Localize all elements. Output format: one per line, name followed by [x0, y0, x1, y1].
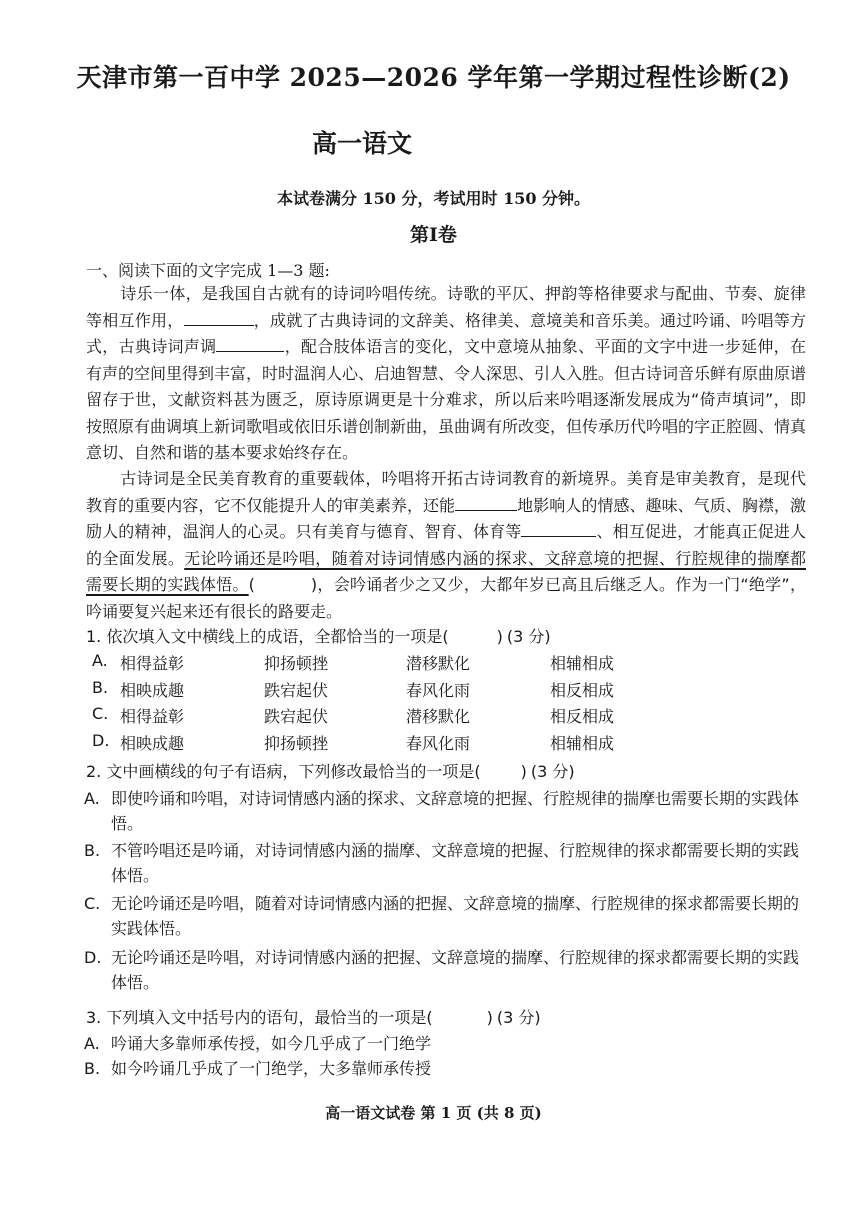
option-word: 相映成趣	[120, 681, 185, 700]
option-word: 跌宕起伏	[264, 681, 329, 700]
option-letter: D.	[84, 948, 102, 967]
option-word: 潜移默化	[406, 707, 471, 726]
option-word: 相辅相成	[550, 734, 615, 753]
question-3-stem	[86, 1005, 541, 1028]
score-label: (3 分)	[530, 762, 575, 781]
option-letter: C.	[92, 704, 109, 723]
bracket-close: )	[486, 1008, 493, 1027]
passage-text: ，配合肢体语言的变化，文中意境从抽象、平面的文字中进一步延伸，在有声的空间里得到丰富，时时温润人心、启迪智慧、令人深思、引人入胜。但古诗词音乐鲜有原曲原谱留存于世，文献资料甚为匮乏，原诗原调更是十分难求，所以后来吟唱逐渐发展成为“倚声填词”，即按照原有曲调填上新词歌唱或依旧乐谱创制新曲，虽曲调有所改变，但传承历代吟唱的字正腔圆、情真意切、自然和谐的基本要求始终存在。	[86, 337, 807, 462]
option-text: 即使吟诵和吟唱，对诗词情感内涵的探求、文辞意境的把握、行腔规律的揣摩也需要长期的实践体悟。	[111, 789, 800, 833]
option-word: 相反相成	[550, 707, 615, 726]
q2-option-a[interactable]	[84, 786, 812, 836]
bracket-open: (	[248, 575, 255, 594]
option-text: 无论吟诵还是吟唱，随着对诗词情感内涵的把握、文辞意境的揣摩、行腔规律的探求都需要长期的实践体悟。	[111, 894, 800, 938]
volume-heading: 第Ⅰ卷	[410, 224, 457, 246]
option-word: 春风化雨	[406, 681, 471, 700]
exam-title: 天津市第一百中学 2025—2026 学年第一学期过程性诊断(2)	[76, 63, 791, 92]
passage-paragraph-2	[86, 466, 806, 625]
q3-option-a[interactable]	[84, 1031, 812, 1056]
option-word: 跌宕起伏	[264, 707, 329, 726]
q2-option-d[interactable]	[84, 945, 812, 995]
score-label: (3 分)	[496, 1008, 541, 1027]
question-1-stem	[86, 624, 551, 647]
answer-blank-4[interactable]	[521, 522, 596, 537]
passage-text: )，会吟诵者少之又少，大都年岁已高且后继乏人。作为一门“绝学”，吟诵要复兴起来还有很长的路要走。	[86, 575, 806, 621]
option-word: 相反相成	[550, 681, 615, 700]
passage-paragraph-1	[86, 281, 806, 467]
question-text: 2. 文中画横线的句子有语病，下列修改最恰当的一项是(	[86, 762, 481, 781]
option-letter: A.	[84, 789, 100, 808]
option-word: 抑扬顿挫	[264, 654, 329, 673]
option-letter: B.	[92, 678, 109, 697]
option-word: 相映成趣	[120, 734, 185, 753]
option-letter: B.	[84, 1059, 101, 1078]
question-text: 3. 下列填入文中括号内的语句，最恰当的一项是(	[86, 1008, 433, 1027]
option-text: 无论吟诵还是吟唱，对诗词情感内涵的把握、文辞意境的揣摩、行腔规律的探求都需要长期的实践体悟。	[111, 948, 800, 992]
q3-option-b[interactable]	[84, 1056, 812, 1081]
answer-blank-2[interactable]	[216, 337, 284, 352]
underlined-sentence: 无论吟诵还是吟唱，随着对诗词情感内涵的探求、文辞意境的把握、行腔规律的揣摩都需要长期的实践体悟。	[86, 548, 806, 594]
q2-option-b[interactable]	[84, 838, 812, 888]
score-label: (3 分)	[506, 627, 551, 646]
option-word: 潜移默化	[406, 654, 471, 673]
option-word: 抑扬顿挫	[264, 734, 329, 753]
option-letter: D.	[92, 731, 110, 750]
option-word: 春风化雨	[406, 734, 471, 753]
passage-text: 地影响人的情感、趣味、气质、胸襟，激励人的精神，温润人的心灵。只有美育与德育、智育、体育等	[86, 495, 806, 541]
passage-text: ，成就了古典诗词的文辞美、格律美、意境美和音乐美。通过吟诵、吟唱等方式，古典诗词声调	[86, 310, 806, 356]
page-footer: 高一语文试卷 第 1 页 (共 8 页)	[325, 1104, 542, 1122]
bracket-close: )	[496, 627, 503, 646]
option-word: 相得益彰	[120, 707, 185, 726]
option-text: 不管吟唱还是吟诵，对诗词情感内涵的揣摩、文辞意境的把握、行腔规律的探求都需要长期的实践体悟。	[111, 841, 800, 885]
passage-text: 、相互促进，才能真正促进人的全面发展。	[86, 522, 806, 568]
option-letter: C.	[84, 894, 101, 913]
option-letter: B.	[84, 841, 101, 860]
q2-option-c[interactable]	[84, 891, 812, 941]
question-text: 1. 依次填入文中横线上的成语，全都恰当的一项是(	[86, 627, 449, 646]
bracket-close: )	[520, 762, 527, 781]
answer-blank-1[interactable]	[184, 311, 254, 326]
option-letter: A.	[92, 651, 108, 670]
passage-text: 古诗词是全民美育教育的重要载体，吟唱将开拓古诗词教育的新境界。美育是审美教育，是现代教育的重要内容，它不仅能提升人的审美素养，还能	[86, 469, 806, 515]
option-word: 相得益彰	[120, 654, 185, 673]
option-word: 相辅相成	[550, 654, 615, 673]
option-text: 吟诵大多靠师承传授，如今几乎成了一门绝学	[111, 1034, 432, 1053]
section-heading: 一、阅读下面的文字完成 1—3 题:	[86, 261, 330, 280]
exam-notice: 本试卷满分 150 分，考试用时 150 分钟。	[276, 189, 591, 208]
option-text: 如今吟诵几乎成了一门绝学，大多靠师承传授	[111, 1059, 432, 1078]
answer-blank-3[interactable]	[455, 496, 517, 511]
passage-text: 诗乐一体，是我国自古就有的诗词吟唱传统。诗歌的平仄、押韵等格律要求与配曲、节奏、旋律等相互作用，	[86, 284, 806, 330]
option-letter: A.	[84, 1034, 100, 1053]
subject-title: 高一语文	[312, 129, 413, 158]
question-2-stem	[86, 759, 575, 782]
